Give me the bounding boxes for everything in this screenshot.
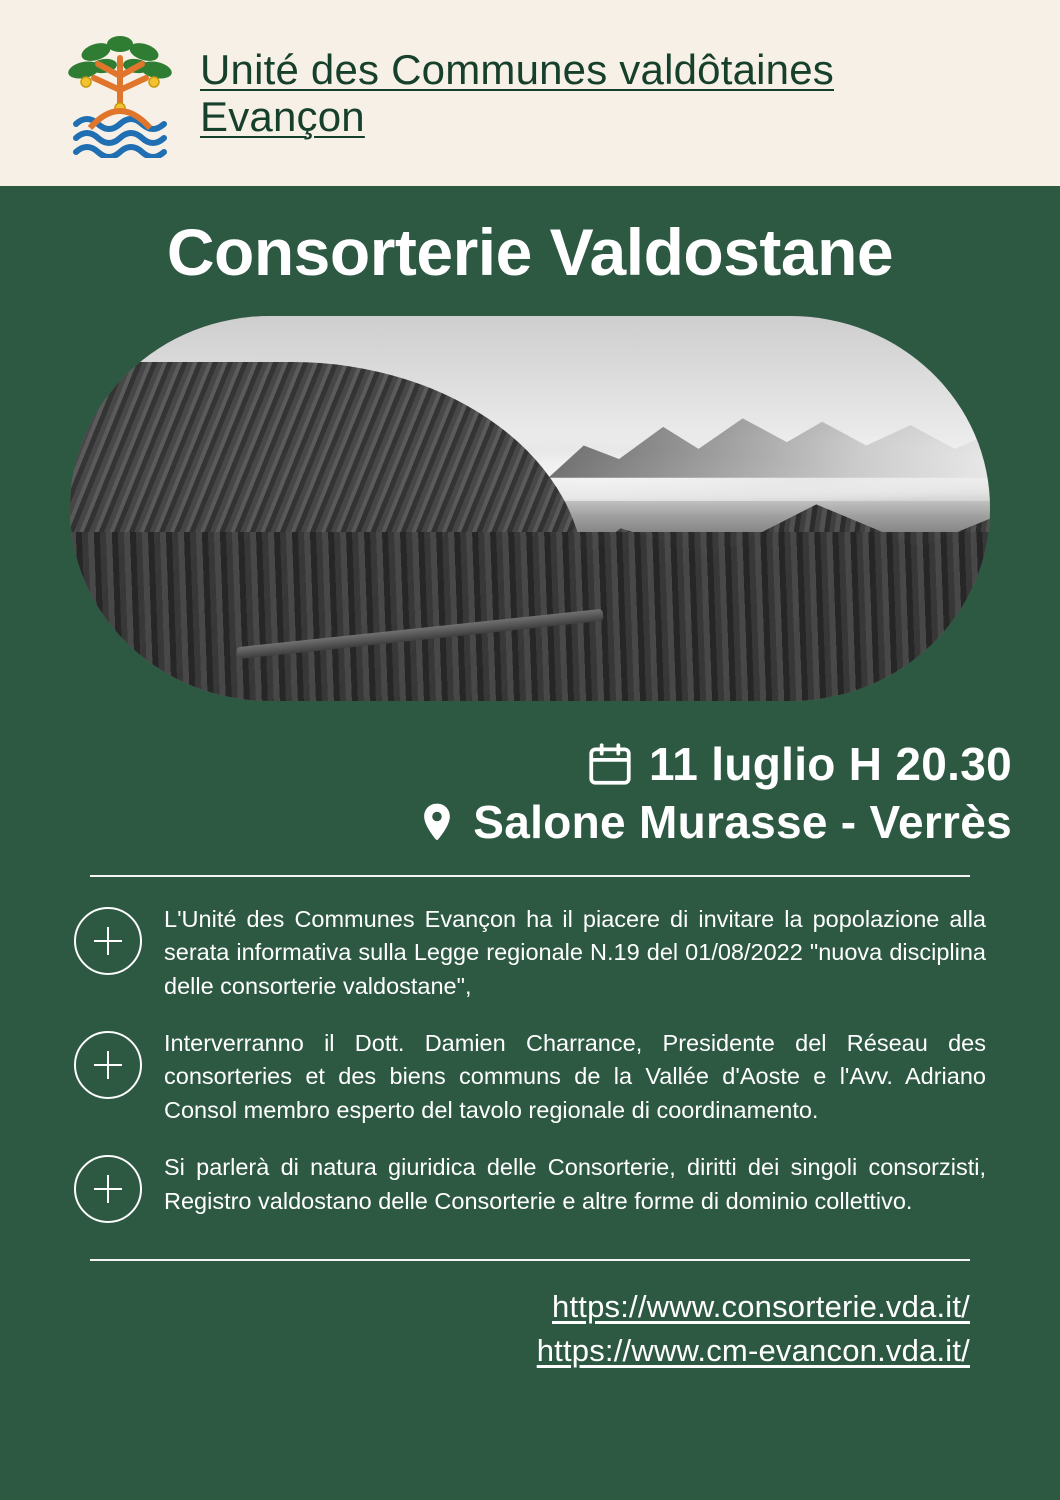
- event-place-row: [0, 795, 1012, 849]
- event-date: 11 luglio H 20.30: [648, 738, 1012, 790]
- event-date-row: [0, 737, 1012, 791]
- plus-icon: [74, 907, 142, 975]
- organization-name: [200, 46, 834, 140]
- event-place: Salone Murasse - Verrès: [473, 796, 1012, 848]
- list-item: [74, 901, 986, 1003]
- link-consorterie[interactable]: https://www.consorterie.vda.it/: [552, 1289, 970, 1325]
- organization-name-line1: Unité des Communes valdôtaines: [200, 45, 834, 93]
- footer-links: [0, 1285, 970, 1373]
- bullet-list: [74, 901, 986, 1245]
- list-item: [74, 1149, 986, 1223]
- bullet-text: Interverranno il Dott. Damien Charrance, Presidente del Réseau des consorteries et des biens communs de la Vallée d'Aoste e l'Avv. Adriano Consol membro esperto del tavolo regionale di coordinamento.: [164, 1030, 986, 1123]
- calendar-icon: [585, 739, 635, 789]
- coat-of-arms-logo-icon: [60, 28, 180, 158]
- bullet-text: Si parlerà di natura giuridica delle Consorterie, diritti dei singoli consorzisti, Registro valdostano delle Consorterie e altre forme di dominio collettivo.: [164, 1154, 986, 1214]
- divider-top: [90, 875, 970, 877]
- list-item: [74, 1025, 986, 1127]
- poster-header: [0, 0, 1060, 186]
- plus-icon: [74, 1031, 142, 1099]
- hero-photo: [70, 316, 990, 701]
- organization-name-line2: Evançon: [200, 93, 365, 140]
- poster-title: Consorterie Valdostane: [166, 215, 894, 289]
- link-cm-evancon[interactable]: https://www.cm-evancon.vda.it/: [536, 1333, 970, 1369]
- hero-photo-image: [70, 316, 990, 701]
- map-pin-icon: [415, 797, 459, 847]
- bullet-text: L'Unité des Communes Evançon ha il piacere di invitare la popolazione alla serata informativa sulla Legge regionale N.19 del 01/08/2022 "nuova disciplina delle consorterie valdostane",: [164, 906, 986, 999]
- divider-bottom: [90, 1259, 970, 1261]
- plus-icon: [74, 1155, 142, 1223]
- event-meta: [0, 737, 1012, 853]
